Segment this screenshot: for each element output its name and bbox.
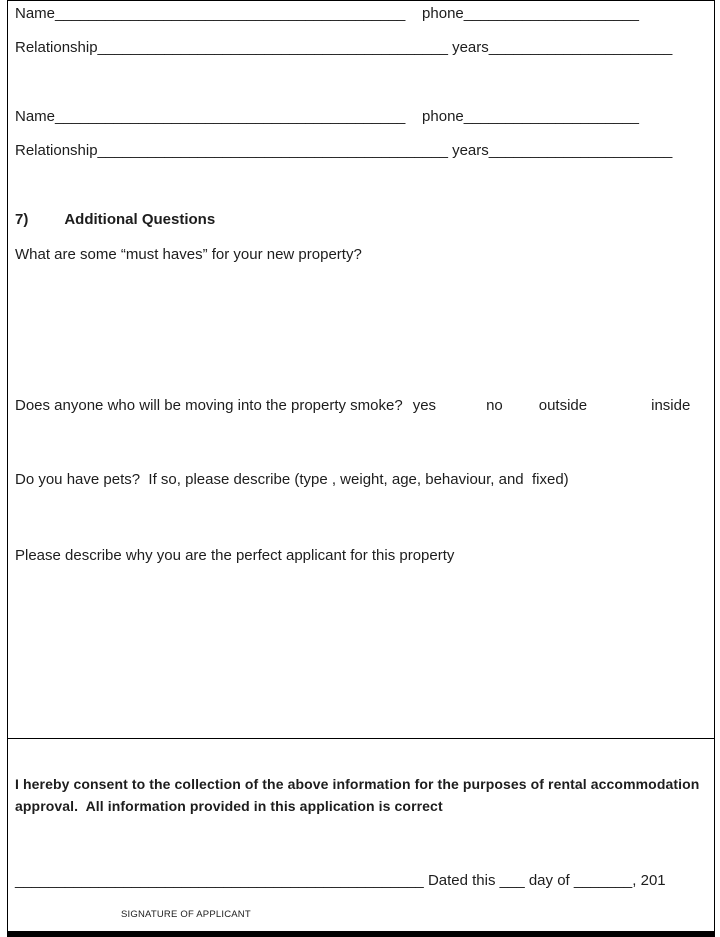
section-divider [8, 738, 714, 739]
smoke-option-outside: outside [538, 397, 588, 414]
section7-title: Additional Questions [64, 211, 216, 228]
signature-dated-line: _________________________________________________ Dated this ___ day of _______, 201 [15, 872, 666, 889]
consent-statement-line1: I hereby consent to the collection of the above information for the purposes of rental accommodation [15, 776, 700, 792]
smoke-option-no: no [486, 397, 503, 414]
smoke-option-yes: yes [412, 397, 437, 414]
section7-number: 7) [15, 211, 29, 228]
reference2-name-phone-line: Name__________________________________________ phone_____________________ [15, 108, 639, 125]
question-perfect-applicant: Please describe why you are the perfect applicant for this property [15, 547, 455, 564]
question-must-haves: What are some “must haves” for your new property? [15, 246, 362, 263]
smoke-option-inside: inside [651, 397, 691, 414]
reference1-name-phone-line: Name__________________________________________ phone_____________________ [15, 5, 639, 22]
section7-heading [15, 210, 707, 230]
question-smoke [15, 396, 707, 416]
consent-statement-line2: approval. All information provided in this application is correct [15, 798, 443, 814]
signature-caption: SIGNATURE OF APPLICANT [121, 909, 251, 920]
reference2-relationship-years-line: Relationship__________________________________________ years______________________ [15, 142, 673, 159]
reference1-relationship-years-line: Relationship__________________________________________ years______________________ [15, 39, 673, 56]
question-pets: Do you have pets? If so, please describe (type , weight, age, behaviour, and fixed) [15, 471, 569, 488]
question-smoke-text: Does anyone who will be moving into the property smoke? [15, 397, 403, 414]
document-page [7, 0, 715, 937]
